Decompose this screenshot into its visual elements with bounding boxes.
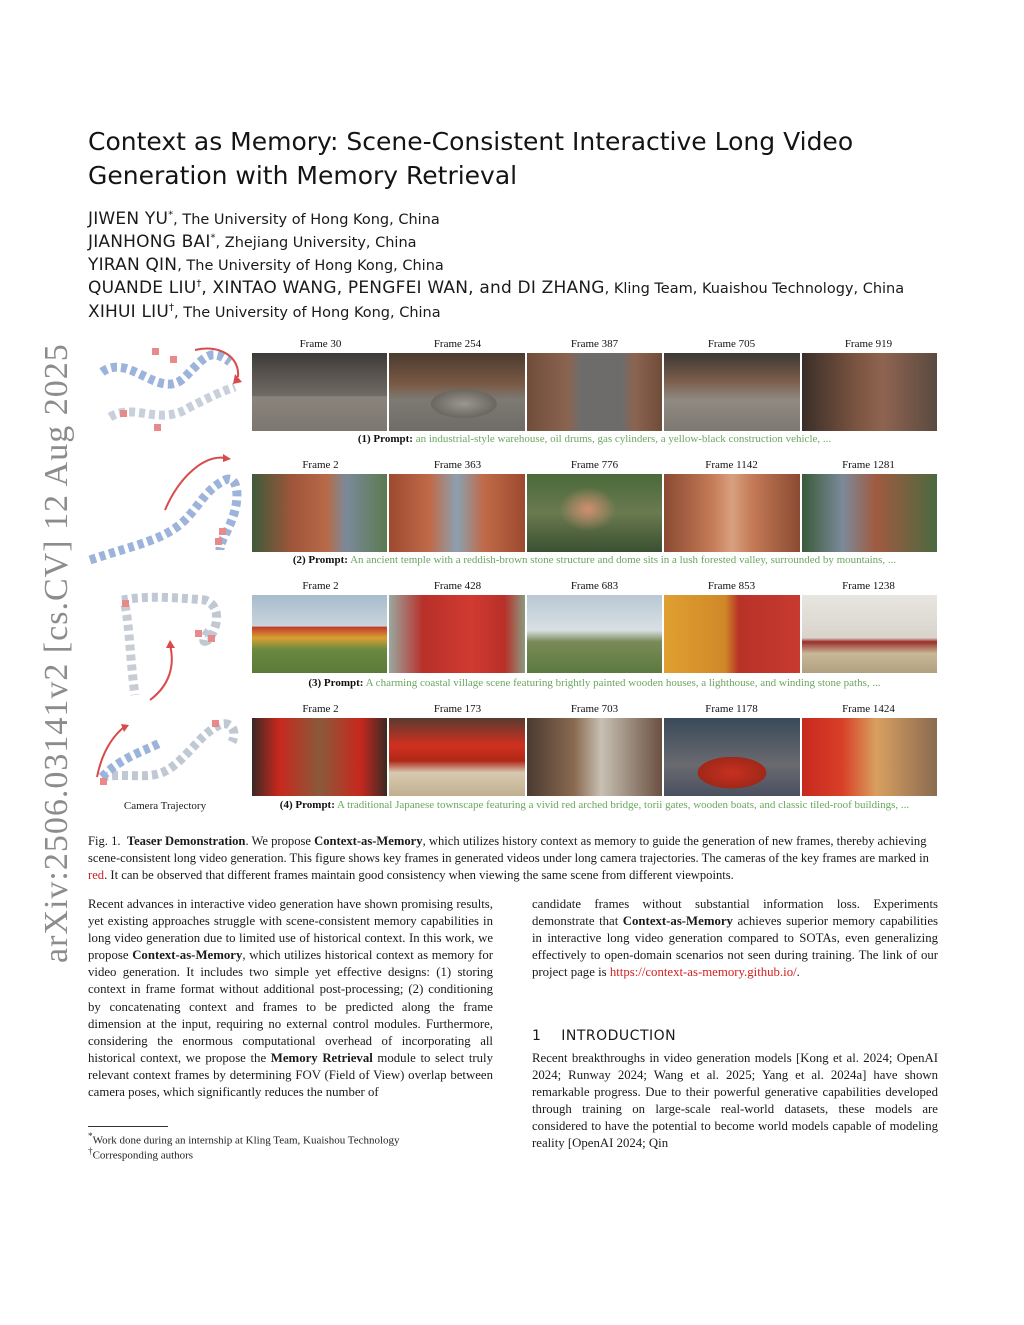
frame-label: Frame 1281: [842, 459, 895, 471]
frame-label: Frame 853: [707, 580, 756, 592]
abstract-text: module to select truly relevant context frames by determining FOV (Field of View) overlap between camera poses, which significantly reduces the number of: [88, 1050, 493, 1100]
caption-text: . We propose: [245, 834, 315, 848]
author-name: XIHUI LIU: [88, 302, 170, 322]
footnote-text: Corresponding authors: [92, 1149, 194, 1162]
frame-strip-warehouse: [252, 353, 937, 431]
frame-thumbnail: [252, 474, 389, 552]
author-line-5: [88, 302, 441, 322]
prompt-line: [252, 554, 937, 566]
footnote-mark: †: [88, 1146, 93, 1156]
frame-strip-village: [252, 595, 937, 673]
author-mark: *: [168, 209, 174, 221]
prompt-text: an industrial-style warehouse, oil drums, gas cylinders, a yellow-black construction vehicle, ...: [415, 433, 832, 445]
figure-caption: [88, 833, 938, 884]
frame-thumbnail: [389, 595, 526, 673]
author-name: JIANHONG BAI: [88, 232, 211, 252]
prompt-label: (2) Prompt:: [292, 554, 348, 566]
author-mark: *: [210, 232, 216, 244]
frame-thumbnail: [389, 353, 526, 431]
author-affiliation: , Zhejiang University, China: [215, 235, 417, 251]
prompt-label: (1) Prompt:: [357, 433, 413, 445]
prompt-label: (3) Prompt:: [308, 677, 364, 689]
frame-thumbnail: [527, 595, 664, 673]
frame-label: Frame 1142: [705, 459, 758, 471]
frame-thumbnail: [664, 353, 801, 431]
frame-label: Frame 2: [302, 703, 339, 715]
prompt-line: [252, 677, 937, 689]
author-affiliation: , The University of Hong Kong, China: [177, 258, 444, 274]
frame-thumbnail: [252, 718, 389, 796]
abstract-text: .: [796, 965, 800, 980]
author-name: QUANDE LIU: [88, 278, 197, 298]
prompt-text: A charming coastal village scene featuring brightly painted wooden houses, a lighthouse, and winding stone paths, ...: [365, 677, 881, 689]
arxiv-stamp-text: arXiv:2506.03141v2 [cs.CV] 12 Aug 2025: [38, 343, 75, 963]
section-number: 1: [532, 1028, 542, 1044]
frame-label: Frame 776: [570, 459, 619, 471]
frame-label: Frame 703: [570, 703, 619, 715]
camera-trajectory-2: [85, 450, 250, 570]
abstract-bold: Context-as-Memory: [622, 914, 733, 929]
abstract-text: Recent advances in interactive video generation have shown promising results, yet existing approaches struggle with scene-consistent memory capabilities in long video generation due to limited use of historical context. In this work, we propose: [88, 897, 493, 963]
camera-trajectory-label: Camera Trajectory: [123, 800, 207, 812]
author-affiliation: , The University of Hong Kong, China: [173, 212, 440, 228]
frame-label: Frame 1424: [842, 703, 895, 715]
frame-label: Frame 1238: [842, 580, 895, 592]
author-mark: †: [169, 302, 175, 314]
frame-label: Frame 683: [570, 580, 619, 592]
frame-label: Frame 919: [844, 338, 893, 350]
footnote-mark: *: [88, 1131, 93, 1141]
camera-trajectory-4: [92, 712, 242, 797]
frame-label: Frame 387: [570, 338, 619, 350]
camera-trajectory-3: [110, 590, 250, 710]
caption-text: . It can be observed that different frames maintain good consistency when viewing the same scene from different viewpoints.: [104, 868, 734, 882]
frame-thumbnail: [802, 595, 937, 673]
camera-trajectory-1: [90, 342, 250, 442]
caption-bold-method: Context-as-Memory: [314, 834, 423, 848]
prompt-text: An ancient temple with a reddish-brown stone structure and dome sits in a lush forested valley, surrounded by mountains, ...: [350, 554, 897, 566]
project-page-link[interactable]: https://context-as-memory.github.io/: [609, 965, 797, 980]
abstract-text: , which utilizes historical context as memory for video generation. It includes two simple yet effective designs: (1) storing context in frame format without additional post-processing; (2) conditioning by concatenating context and frames to be predicted along the frame dimension at the input, requiring no external control modules. Furthermore, considering the enormous computational overhead of incorporating all historical context, we propose the: [88, 948, 493, 1065]
frame-label: Frame 2: [302, 580, 339, 592]
frame-thumbnail: [802, 353, 937, 431]
footnote-1: [88, 1131, 400, 1147]
frame-thumbnail: [252, 353, 389, 431]
author-line-1: [88, 209, 440, 229]
intro-paragraph: Recent breakthroughs in video generation models [Kong et al. 2024; OpenAI 2024; Runway 2024; Wang et al. 2025; Yang et al. 2024a] have shown remarkable progress. Due to their powerful generative capabilities developed through training on large-scale real-world datasets, these models are considered to have the potential to become world models capable of modeling reality [OpenAI 2024; Qin: [532, 1051, 938, 1151]
frame-strip-japanese: [252, 718, 937, 796]
frame-thumbnail: [527, 718, 664, 796]
footnote-rule: [88, 1126, 168, 1127]
frame-label: Frame 1178: [705, 703, 758, 715]
author-name: JIWEN YU: [88, 209, 169, 229]
frame-thumbnail: [252, 595, 389, 673]
frame-thumbnail: [389, 718, 526, 796]
frame-thumbnail: [802, 718, 937, 796]
abstract-bold: Context-as-Memory: [132, 948, 243, 963]
abstract-bold: Memory Retrieval: [270, 1050, 373, 1065]
frame-thumbnail: [664, 474, 801, 552]
frame-label: Frame 30: [299, 338, 342, 350]
author-mark: †: [196, 278, 202, 290]
author-line-2: [88, 232, 417, 252]
frame-label: Frame 705: [707, 338, 756, 350]
frame-thumbnail: [389, 474, 526, 552]
prompt-label: (4) Prompt:: [279, 799, 335, 811]
caption-red-word: red: [88, 868, 105, 882]
section-heading: [532, 1028, 676, 1044]
abstract-text: candidate frames without substantial information loss. Experiments demonstrate that: [532, 897, 938, 929]
paper-title: Context as Memory: Scene-Consistent Interactive Long Video Generation with Memory Retrieval: [88, 127, 854, 190]
frame-strip-temple: [252, 474, 937, 552]
frame-thumbnail: [527, 474, 664, 552]
caption-fig-number: Fig. 1.: [88, 834, 121, 848]
frame-label: Frame 363: [433, 459, 482, 471]
abstract-left: [88, 896, 493, 1101]
frame-label: Frame 254: [433, 338, 482, 350]
frame-thumbnail: [527, 353, 664, 431]
section-title: INTRODUCTION: [561, 1028, 677, 1044]
prompt-line: [252, 799, 937, 811]
prompt-text: A traditional Japanese townscape featuring a vivid red arched bridge, torii gates, wooden boats, and classic tiled-roof buildings, ...: [337, 799, 910, 811]
frame-thumbnail: [802, 474, 937, 552]
frame-label: Frame 428: [433, 580, 482, 592]
author-affiliation: , Kling Team, Kuaishou Technology, China: [604, 281, 905, 297]
frame-thumbnail: [664, 595, 801, 673]
caption-bold-title: Teaser Demonstration: [126, 834, 246, 848]
footnote-text: Work done during an internship at Kling Team, Kuaishou Technology: [92, 1134, 400, 1147]
author-names-more: , XINTAO WANG, PENGFEI WAN, and DI ZHANG: [201, 278, 605, 298]
frame-thumbnail: [664, 718, 801, 796]
abstract-text: achieves superior memory capabilities in interactive long video generation compared to SOTAs, even generalizing effectively to open-domain scenarios not seen during training. The link of our project page is: [532, 914, 938, 980]
author-line-4: [88, 278, 904, 298]
author-name: YIRAN QIN: [88, 255, 178, 275]
caption-text: , which utilizes history context as memory to guide the generation of new frames, thereby achieving scene-consistent long video generation. This figure shows key frames in generated videos under long camera trajectories. The cameras of the key frames are marked in: [88, 834, 929, 865]
author-affiliation: , The University of Hong Kong, China: [174, 305, 441, 321]
abstract-right: [532, 896, 938, 981]
frame-label: Frame 173: [433, 703, 482, 715]
footnote-2: [88, 1146, 193, 1162]
prompt-line: [252, 433, 937, 445]
frame-label: Frame 2: [302, 459, 339, 471]
author-line-3: [88, 255, 444, 275]
